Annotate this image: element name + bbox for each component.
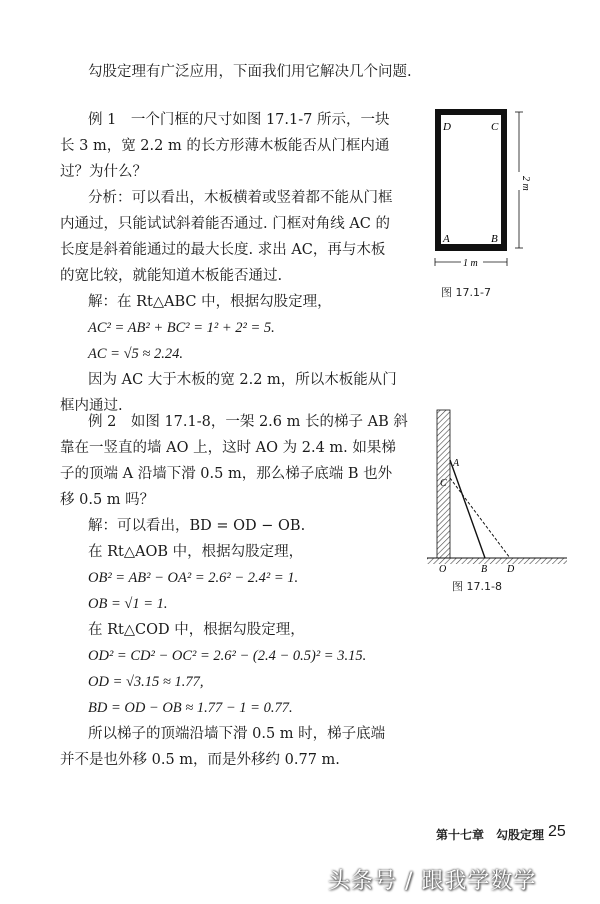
page-number: 25: [548, 823, 566, 840]
label-C: C: [491, 121, 499, 133]
ex2-formula: OB² = AB² − OA² = 2.6² − 2.4² = 1.: [88, 570, 299, 586]
label-B: B: [491, 233, 498, 245]
ex2-formula: OB = √1 = 1.: [88, 596, 168, 612]
label-B: B: [481, 564, 488, 575]
ex1-line: 框内通过.: [60, 398, 123, 414]
ladder-AB: [450, 460, 485, 558]
chapter-footer: 第十七章 勾股定理: [436, 828, 545, 842]
height-label: 2 m: [520, 176, 531, 191]
ex1-line: 长度是斜着能通过的最大长度. 求出 AC，再与木板: [60, 242, 386, 258]
figure-caption-17-1-8: 图 17.1-8: [452, 580, 502, 593]
label-C: C: [440, 478, 447, 489]
figure-caption-17-1-7: 图 17.1-7: [441, 286, 491, 299]
intro-paragraph: 勾股定理有广泛应用，下面我们用它解决几个问题.: [88, 64, 412, 80]
ex1-line: 例 1 一个门框的尺寸如图 17.1-7 所示，一块: [88, 112, 390, 128]
ex2-line: 所以梯子的顶端沿墙下滑 0.5 m 时，梯子底端: [88, 726, 386, 742]
ex1-line: 因为 AC 大于木板的宽 2.2 m，所以木板能从门: [88, 372, 397, 388]
ex2-line: 解：可以看出，BD = OD − OB.: [88, 518, 306, 534]
ex2-formula: OD = √3.15 ≈ 1.77,: [88, 674, 204, 690]
door-frame-figure: [425, 108, 545, 278]
ex1-formula: AC = √5 ≈ 2.24.: [88, 346, 183, 362]
ex2-line: 靠在一竖直的墙 AO 上，这时 AO 为 2.4 m. 如果梯: [60, 440, 396, 456]
ex1-line: 分析：可以看出，木板横着或竖着都不能从门框: [88, 190, 393, 206]
ex2-line: 在 Rt△AOB 中，根据勾股定理，: [88, 544, 304, 560]
ex1-formula: AC² = AB² + BC² = 1² + 2² = 5.: [88, 320, 275, 336]
ex1-line: 的宽比较，就能知道木板能否通过.: [60, 268, 283, 284]
ground: [427, 558, 567, 564]
watermark: 头条号 / 跟我学数学: [328, 869, 537, 894]
ladder-figure: [425, 408, 575, 573]
label-D: D: [507, 564, 515, 575]
ex1-line: 解：在 Rt△ABC 中，根据勾股定理，: [88, 294, 332, 310]
ex2-line: 在 Rt△COD 中，根据勾股定理，: [88, 622, 305, 638]
label-D: D: [443, 121, 451, 133]
width-label: 1 m: [463, 258, 478, 269]
ex2-formula: OD² = CD² − OC² = 2.6² − (2.4 − 0.5)² = 3.15.: [88, 648, 367, 664]
ex1-line: 长 3 m，宽 2.2 m 的长方形薄木板能否从门框内通: [60, 138, 390, 154]
ex2-line: 移 0.5 m 吗？: [60, 492, 155, 508]
ex2-line: 例 2 如图 17.1-8，一架 2.6 m 长的梯子 AB 斜: [88, 414, 408, 430]
ex2-formula: BD = OD − OB ≈ 1.77 − 1 = 0.77.: [88, 700, 293, 716]
ex2-line: 子的顶端 A 沿墙下滑 0.5 m，那么梯子底端 B 也外: [60, 466, 393, 482]
label-A: A: [443, 233, 450, 245]
ex2-line: 并不是也外移 0.5 m，而是外移约 0.77 m.: [60, 752, 340, 768]
ex1-line: 内通过，只能试试斜着能否通过. 门框对角线 AC 的: [60, 216, 391, 232]
label-O: O: [439, 564, 447, 575]
label-A: A: [453, 458, 460, 469]
ex1-line: 过？为什么？: [60, 164, 147, 180]
